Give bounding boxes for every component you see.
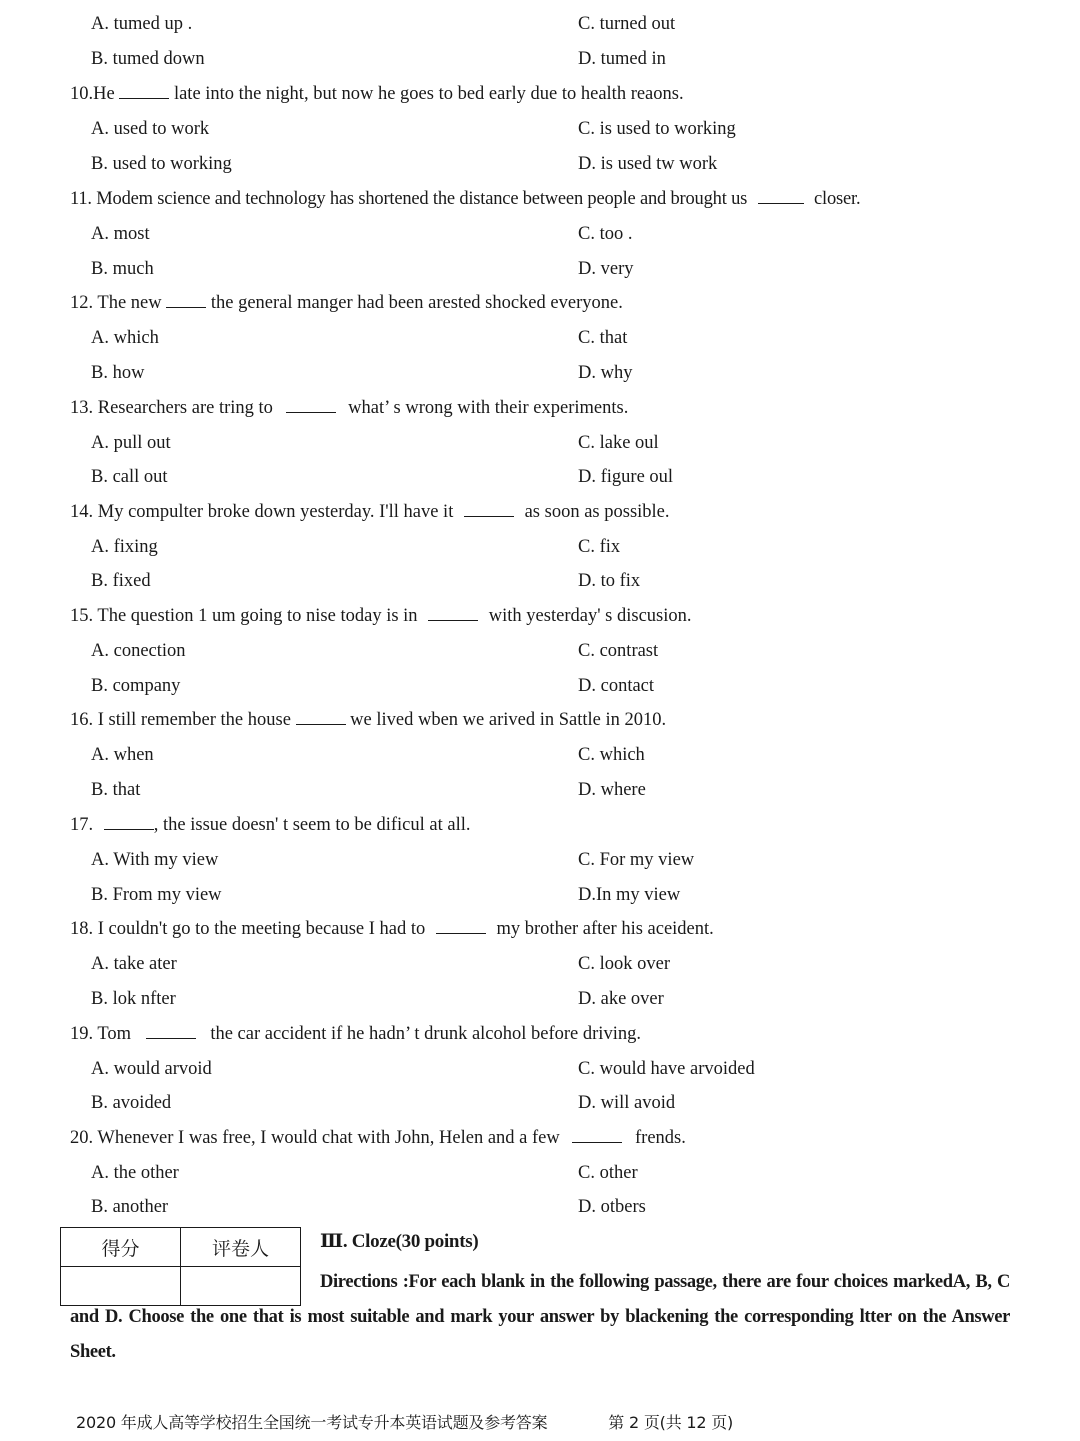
q9-option-a: A. tumed up . [91, 14, 193, 34]
q10-option-c: C. is used to working [578, 119, 736, 139]
q11-blank [758, 189, 804, 204]
q10-option-d: D. is used tw work [578, 154, 718, 174]
q12-stem-start: 12. The new [70, 293, 162, 313]
q15-option-d: D. contact [578, 676, 655, 696]
q20-stem-end: frends. [635, 1128, 686, 1148]
q17-option-b: B. From my view [91, 885, 222, 905]
q19-option-b: B. avoided [91, 1093, 172, 1113]
q12-option-b: B. how [91, 363, 145, 383]
q16-option-a: A. when [91, 745, 154, 765]
q14-stem-start: 14. My compulter broke down yesterday. I'll have it [70, 502, 454, 522]
q12-option-d: D. why [578, 363, 633, 383]
q11-stem [70, 187, 860, 211]
q14-option-a: A. fixing [91, 537, 158, 557]
q10-stem [70, 82, 684, 106]
q19-stem [70, 1022, 641, 1046]
q20-stem-start: 20. Whenever I was free, I would chat with John, Helen and a few [70, 1128, 560, 1148]
q14-option-b: B. fixed [91, 571, 151, 591]
q20-option-c: C. other [578, 1163, 638, 1183]
q9-option-b: B. tumed down [91, 49, 205, 69]
grader-header: 评卷人 [181, 1228, 301, 1267]
q17-option-c: C. For my view [578, 850, 695, 870]
q18-stem-start: 18. I couldn't go to the meeting because I had to [70, 919, 426, 939]
q11-option-d: D. very [578, 259, 634, 279]
q9-option-d: D. tumed in [578, 49, 666, 69]
section-title: Ⅲ. Cloze(30 points) [320, 1231, 479, 1252]
footer-title: 2020 年成人高等学校招生全国统一考试专升本英语试题及参考答案 [76, 1413, 548, 1432]
q14-blank [464, 502, 514, 517]
q15-option-a: A. conection [91, 641, 186, 661]
q17-stem-start: 17. [70, 815, 94, 835]
q18-option-a: A. take ater [91, 954, 177, 974]
page-footer [76, 1410, 733, 1433]
q17-option-a: A. With my view [91, 850, 219, 870]
q11-option-b: B. much [91, 259, 154, 279]
q10-option-b: B. used to working [91, 154, 232, 174]
q18-option-c: C. look over [578, 954, 670, 974]
q20-blank [572, 1128, 622, 1143]
q13-stem-end: what’ s wrong with their experiments. [348, 398, 629, 418]
q18-stem [70, 917, 714, 941]
q20-option-a: A. the other [91, 1163, 179, 1183]
q13-blank [286, 398, 336, 413]
q17-blank [104, 815, 154, 830]
q11-stem-end: closer. [814, 189, 861, 209]
q16-blank [296, 710, 346, 725]
q11-option-a: A. most [91, 224, 150, 244]
q20-option-b: B. another [91, 1197, 169, 1217]
q11-option-c: C. too . [578, 224, 633, 244]
q20-option-d: D. otbers [578, 1197, 646, 1217]
q14-stem [70, 500, 670, 524]
q13-option-c: C. lake oul [578, 433, 659, 453]
q16-option-d: D. where [578, 780, 646, 800]
q15-stem-end: with yesterday' s discusion. [488, 606, 692, 626]
q13-stem [70, 396, 628, 420]
section-directions: Directions :For each blank in the following passage, there are four choices markedA, B, C and D. Choose the one that is most suitable and mark your answer by blackening the corresponding ltter on the Answer Sheet. [70, 1272, 1010, 1362]
q9-option-c: C. turned out [578, 14, 676, 34]
q12-stem-end: the general manger had been arested shocked everyone. [210, 293, 623, 313]
q15-stem [70, 604, 692, 628]
q14-option-c: C. fix [578, 537, 621, 557]
q12-stem [70, 291, 623, 315]
q12-blank [166, 293, 206, 308]
q10-stem-start: 10.He [70, 84, 115, 104]
q18-option-d: D. ake over [578, 989, 664, 1009]
q16-option-b: B. that [91, 780, 141, 800]
q15-option-c: C. contrast [578, 641, 659, 661]
q18-blank [436, 919, 486, 934]
page-number: 第 2 页(共 12 页) [608, 1413, 734, 1432]
q17-stem [70, 813, 470, 837]
score-header: 得分 [61, 1228, 181, 1267]
q15-blank [428, 606, 478, 621]
q17-option-d: D.In my view [578, 885, 681, 905]
q19-stem-start: 19. Tom [70, 1024, 132, 1044]
q16-stem-start: 16. I still remember the house [70, 710, 291, 730]
q11-stem-start: 11. Modem science and technology has shortened the distance between people and brought us [70, 189, 748, 209]
q19-option-c: C. would have arvoided [578, 1059, 755, 1079]
q16-stem [70, 708, 666, 732]
q19-blank [146, 1024, 196, 1039]
q19-option-a: A. would arvoid [91, 1059, 212, 1079]
q10-blank [119, 84, 169, 99]
q14-stem-end: as soon as possible. [524, 502, 670, 522]
q17-stem-end: , the issue doesn' t seem to be dificul at all. [153, 815, 471, 835]
q15-stem-start: 15. The question 1 um going to nise today is in [70, 606, 418, 626]
q10-option-a: A. used to work [91, 119, 210, 139]
q16-option-c: C. which [578, 745, 645, 765]
q13-option-d: D. figure oul [578, 467, 674, 487]
q15-option-b: B. company [91, 676, 181, 696]
q12-option-a: A. which [91, 328, 159, 348]
q19-stem-end: the car accident if he hadn’ t drunk alcohol before driving. [210, 1024, 641, 1044]
q19-option-d: D. will avoid [578, 1093, 676, 1113]
q20-stem [70, 1126, 686, 1150]
q16-stem-end: we lived wben we arived in Sattle in 2010. [350, 710, 667, 730]
q13-stem-start: 13. Researchers are tring to [70, 398, 273, 418]
q18-stem-end: my brother after his aceident. [496, 919, 714, 939]
q13-option-b: B. call out [91, 467, 168, 487]
q18-option-b: B. lok nfter [91, 989, 176, 1009]
q10-stem-end: late into the night, but now he goes to bed early due to health reaons. [173, 84, 684, 104]
q13-option-a: A. pull out [91, 433, 171, 453]
q12-option-c: C. that [578, 328, 628, 348]
q14-option-d: D. to fix [578, 571, 641, 591]
